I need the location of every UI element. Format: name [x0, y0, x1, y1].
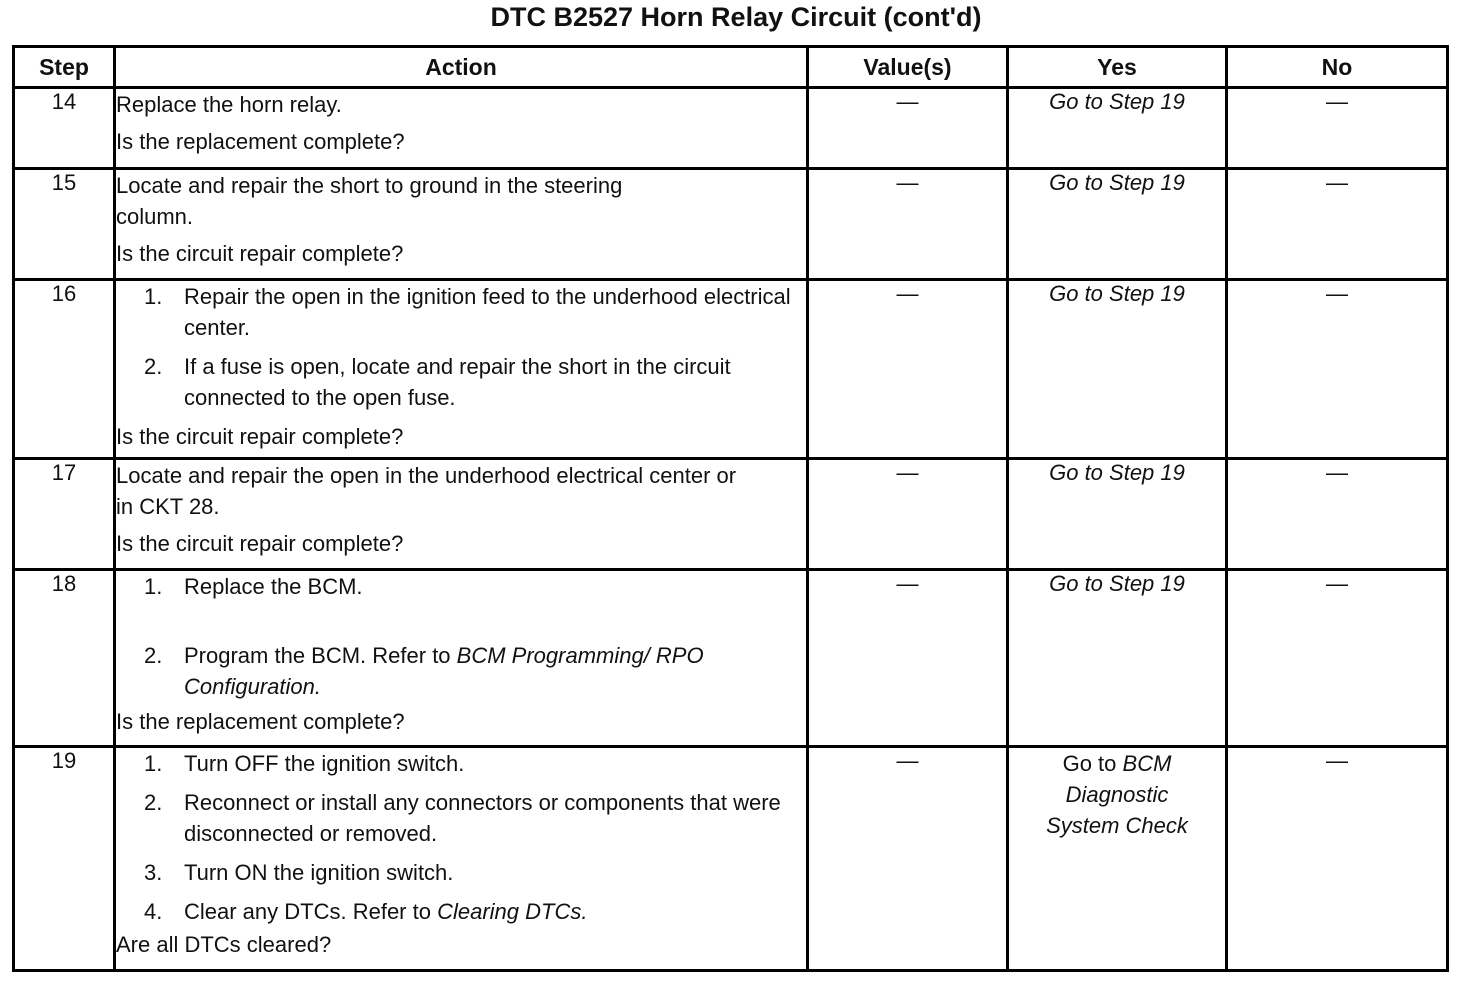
action-step: [116, 571, 806, 602]
value-cell: [808, 747, 1008, 971]
table-row: [14, 88, 1448, 169]
action-cell: [115, 570, 808, 747]
no-dash: —: [1326, 460, 1348, 485]
yes-reference-block: [1027, 748, 1207, 841]
value-cell: [808, 169, 1008, 280]
table-row: [14, 459, 1448, 570]
value-cell: [808, 459, 1008, 570]
value-cell: [808, 88, 1008, 169]
action-question: Is the circuit repair complete?: [116, 531, 404, 556]
page-title: DTC B2527 Horn Relay Circuit (cont'd): [490, 2, 982, 32]
action-cell: [115, 88, 808, 169]
action-steps: [116, 281, 806, 413]
yes-reference: Go to Step 19: [1049, 170, 1185, 195]
step-text: Clear any DTCs. Refer to: [184, 899, 438, 924]
yes-reference: Go to Step 19: [1049, 281, 1185, 306]
value-dash: —: [896, 748, 919, 773]
yes-cell: [1008, 459, 1227, 570]
yes-prefix: Go to: [1062, 751, 1123, 776]
step-text: Replace the BCM.: [184, 574, 363, 599]
value-cell: [808, 280, 1008, 459]
action-cell: [115, 747, 808, 971]
table-row: [14, 169, 1448, 280]
no-cell: [1227, 459, 1448, 570]
step-index: 4.: [144, 899, 163, 924]
no-cell: [1227, 169, 1448, 280]
value-dash: —: [896, 571, 919, 596]
yes-reference: BCM Diagnostic System Check: [1046, 751, 1188, 838]
header-action: Action: [115, 47, 808, 88]
step-index: 2.: [144, 790, 163, 815]
no-cell: [1227, 747, 1448, 971]
action-steps: [116, 571, 806, 702]
step-index: 3.: [144, 860, 163, 885]
no-dash: —: [1326, 281, 1348, 306]
step-text: If a fuse is open, locate and repair the short in the circuit connected to the open fuse.: [184, 354, 731, 410]
action-question: Is the replacement complete?: [116, 709, 405, 734]
step-index: 2.: [144, 643, 163, 668]
step-number: 18: [14, 570, 115, 747]
action-step: [116, 896, 806, 927]
no-dash: —: [1326, 571, 1348, 596]
value-dash: —: [896, 89, 919, 114]
action-text: Locate and repair the short to ground in the steering column.: [116, 173, 623, 229]
action-step: [116, 351, 806, 413]
yes-cell: [1008, 88, 1227, 169]
header-values: Value(s): [808, 47, 1008, 88]
no-cell: [1227, 280, 1448, 459]
action-step: [116, 787, 806, 849]
action-question: Is the circuit repair complete?: [116, 424, 404, 449]
table-row: [14, 747, 1448, 971]
yes-reference: Go to Step 19: [1049, 89, 1185, 114]
action-step: [116, 281, 806, 343]
action-step: [116, 640, 806, 702]
step-number: 16: [14, 280, 115, 459]
action-step: [116, 857, 806, 888]
action-text: Replace the horn relay.: [116, 92, 342, 117]
action-question: Is the replacement complete?: [116, 129, 405, 154]
diagnostic-table: [12, 45, 1449, 972]
action-steps: [116, 748, 806, 927]
step-index: 1.: [144, 574, 163, 599]
header-step: Step: [14, 47, 115, 88]
header-no: No: [1227, 47, 1448, 88]
table-row: [14, 570, 1448, 747]
step-number: 15: [14, 169, 115, 280]
value-dash: —: [896, 281, 919, 306]
no-cell: [1227, 570, 1448, 747]
value-dash: —: [896, 460, 919, 485]
step-index: 2.: [144, 354, 163, 379]
step-index: 1.: [144, 751, 163, 776]
step-index: 1.: [144, 284, 163, 309]
step-reference: Clearing DTCs.: [437, 899, 588, 924]
action-question: Are all DTCs cleared?: [116, 932, 332, 957]
yes-cell: [1008, 169, 1227, 280]
action-text: Locate and repair the open in the underhood electrical center or in CKT 28.: [116, 463, 737, 519]
no-dash: —: [1326, 170, 1348, 195]
value-cell: [808, 570, 1008, 747]
step-text: Reconnect or install any connectors or components that were disconnected or removed.: [184, 790, 781, 846]
header-row: [14, 47, 1448, 88]
step-text: Turn ON the ignition switch.: [184, 860, 454, 885]
table-row: [14, 280, 1448, 459]
step-number: 14: [14, 88, 115, 169]
action-step: [116, 748, 806, 779]
header-yes: Yes: [1008, 47, 1227, 88]
yes-cell: [1008, 280, 1227, 459]
no-dash: —: [1326, 748, 1348, 773]
step-number: 19: [14, 747, 115, 971]
step-text: Turn OFF the ignition switch.: [184, 751, 465, 776]
action-cell: [115, 280, 808, 459]
step-text: Program the BCM. Refer to: [184, 643, 457, 668]
yes-reference: Go to Step 19: [1049, 571, 1185, 596]
value-dash: —: [896, 170, 919, 195]
action-cell: [115, 459, 808, 570]
no-dash: —: [1326, 89, 1348, 114]
action-question: Is the circuit repair complete?: [116, 241, 404, 266]
yes-cell: [1008, 570, 1227, 747]
step-number: 17: [14, 459, 115, 570]
step-text: Repair the open in the ignition feed to the underhood electrical center.: [184, 284, 791, 340]
action-cell: [115, 169, 808, 280]
yes-cell: [1008, 747, 1227, 971]
no-cell: [1227, 88, 1448, 169]
step-reference: BCM Programming/ RPO Configuration.: [184, 643, 704, 699]
yes-reference: Go to Step 19: [1049, 460, 1185, 485]
